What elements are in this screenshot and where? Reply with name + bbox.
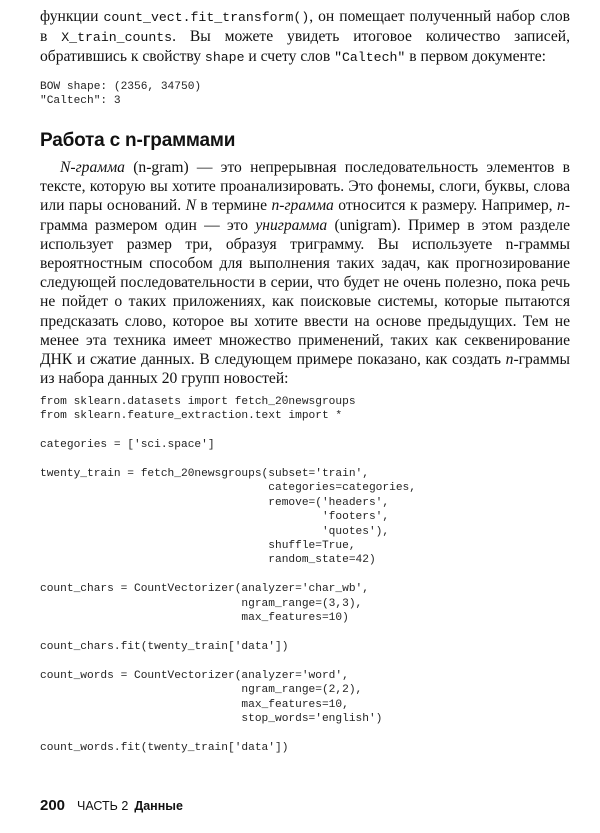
part-title: Данные (134, 799, 183, 813)
body-paragraph (40, 158, 570, 388)
term-italic: n (505, 351, 514, 369)
page-number: 200 (40, 797, 66, 814)
inline-code: shape (204, 50, 245, 66)
term-italic: N (185, 197, 196, 215)
body-text: -грамма размером один — это (40, 197, 571, 234)
term-italic: униграмма (255, 216, 328, 234)
inline-code: X_train_counts (61, 30, 173, 46)
code-listing: from sklearn.datasets import fetch_20newsgroups from sklearn.feature_extraction.text import * categories = ['sci.space'] twenty_train = fetch_20newsgroups(subset='train', categories=categories, remove=('headers', 'footers', 'quotes'), shuffle=True, random_state=42) count_chars = CountVectorizer(analyzer='char_wb', ngram_range=(3,3), max_features=10) count_chars.fit(twenty_train['data']) count_words = CountVectorizer(analyzer='word', ngram_range=(2,2), max_features=10, stop_words='english') count_words.fit(twenty_train['data']) (40, 396, 416, 754)
part-label: ЧАСТЬ 2 (77, 799, 129, 813)
term-italic: N-грамма (60, 159, 125, 176)
intro-text: функции (40, 8, 104, 25)
section-heading: Работа с n-граммами (40, 130, 236, 151)
inline-code: count_vect.fit_transform() (103, 10, 310, 25)
body-text: (unigram). Пример в этом разделе использует размер три, образуя триграмму. Вы используете n-граммы вероятностным способом для выполнения таких задач, как прогнозирование следующей последовательности в серии, что будет не очень полезно, пока речь не пойдет о таких приложениях, как поисковые системы, которые пытаются предсказать слово, которое вы хотите ввести на основе предыдущих. Тем не менее эта техника имеет множество применений, таких как секвенирование ДНК и сжатие данных. В следующем примере показано, как создать (40, 216, 571, 369)
intro-text: . Вы можете увидеть итоговое количество записей, обратившись к свойству (40, 28, 570, 66)
body-text: в термине (196, 197, 272, 215)
intro-text: , он помещает полученный набор слов в (40, 8, 570, 46)
intro-text: в первом документе: (405, 48, 546, 66)
intro-paragraph (40, 7, 570, 68)
body-text: -граммы из набора данных 20 групп новостей: (40, 351, 570, 388)
term-italic: n-грамма (271, 197, 334, 215)
body-text: (n-gram) — это непрерывная последовательность элементов в тексте, которую вы хотите проанализировать. Это фонемы, слоги, буквы, слова или пары оснований. (40, 159, 570, 215)
inline-code: "Caltech" (334, 50, 406, 66)
intro-text: и счету слов (244, 48, 335, 66)
output-code-block: BOW shape: (2356, 34750) "Caltech": 3 (40, 81, 202, 108)
body-text: относится к размеру. Например, (333, 197, 558, 215)
page-footer (40, 797, 183, 814)
term-italic: n (557, 197, 565, 215)
